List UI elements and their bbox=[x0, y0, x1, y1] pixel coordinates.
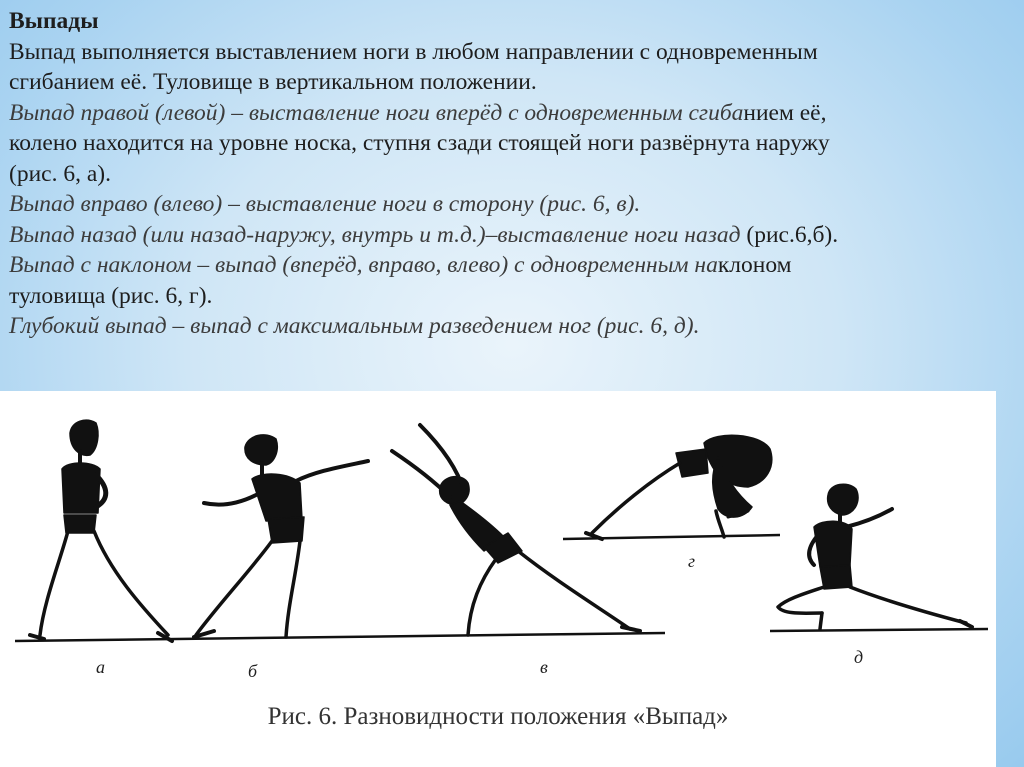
incline-lunge-line-1 bbox=[9, 250, 1019, 281]
figure-a bbox=[30, 420, 172, 641]
figure-d bbox=[778, 484, 972, 629]
side-lunge-line: Выпад вправо (влево) – выставление ноги в сторону (рис. 6, в). bbox=[9, 191, 641, 217]
forward-lunge-italic: Выпад правой (левой) – выставление ноги вперёд с одновременным сгиба bbox=[9, 99, 744, 126]
incline-lunge-italic: Выпад с наклоном – выпад (вперёд, вправо, влево) с одновременным на bbox=[9, 252, 718, 278]
figure-label-a: а bbox=[96, 657, 105, 677]
heading: Выпады bbox=[9, 8, 99, 34]
figure-panel bbox=[0, 391, 996, 767]
figure-caption: Рис. 6. Разновидности положения «Выпад» bbox=[267, 703, 729, 730]
forward-lunge-line-2: колено находится на уровне носка, ступня сзади стоящей ноги развёрнута наружу bbox=[9, 130, 830, 156]
definition-line-2: сгибанием её. Туловище в вертикальном положении. bbox=[9, 69, 537, 95]
figure-label-b: б bbox=[248, 661, 258, 681]
figure-label-d: д bbox=[854, 647, 864, 667]
floor-line-d bbox=[770, 629, 988, 631]
incline-lunge-line-2: туловища (рис. 6, г). bbox=[9, 282, 213, 309]
forward-lunge-line-3: (рис. 6, а). bbox=[9, 160, 111, 187]
figure-b bbox=[194, 435, 368, 637]
back-lunge-italic: Выпад назад (или назад-наружу, внутрь и т.д.)–выставление ноги назад bbox=[9, 221, 741, 248]
floor-line-main bbox=[15, 633, 665, 641]
figure-g bbox=[586, 435, 772, 539]
definition-line-1: Выпад выполняется выставлением ноги в любом направлении с одновременным bbox=[9, 38, 818, 65]
back-lunge-upright: (рис.6,б). bbox=[740, 221, 839, 248]
forward-lunge-line-1 bbox=[9, 98, 1019, 129]
incline-lunge-upright: клоном bbox=[717, 252, 792, 278]
text-block bbox=[9, 6, 1019, 342]
figure-label-g: г bbox=[688, 551, 696, 571]
figure-label-v: в bbox=[540, 657, 548, 677]
back-lunge-line bbox=[9, 220, 1019, 251]
deep-lunge-line: Глубокий выпад – выпад с максимальным разведением ног (рис. 6, д). bbox=[9, 313, 700, 339]
figure-v bbox=[392, 425, 640, 635]
forward-lunge-upright: нием её, bbox=[743, 99, 827, 126]
